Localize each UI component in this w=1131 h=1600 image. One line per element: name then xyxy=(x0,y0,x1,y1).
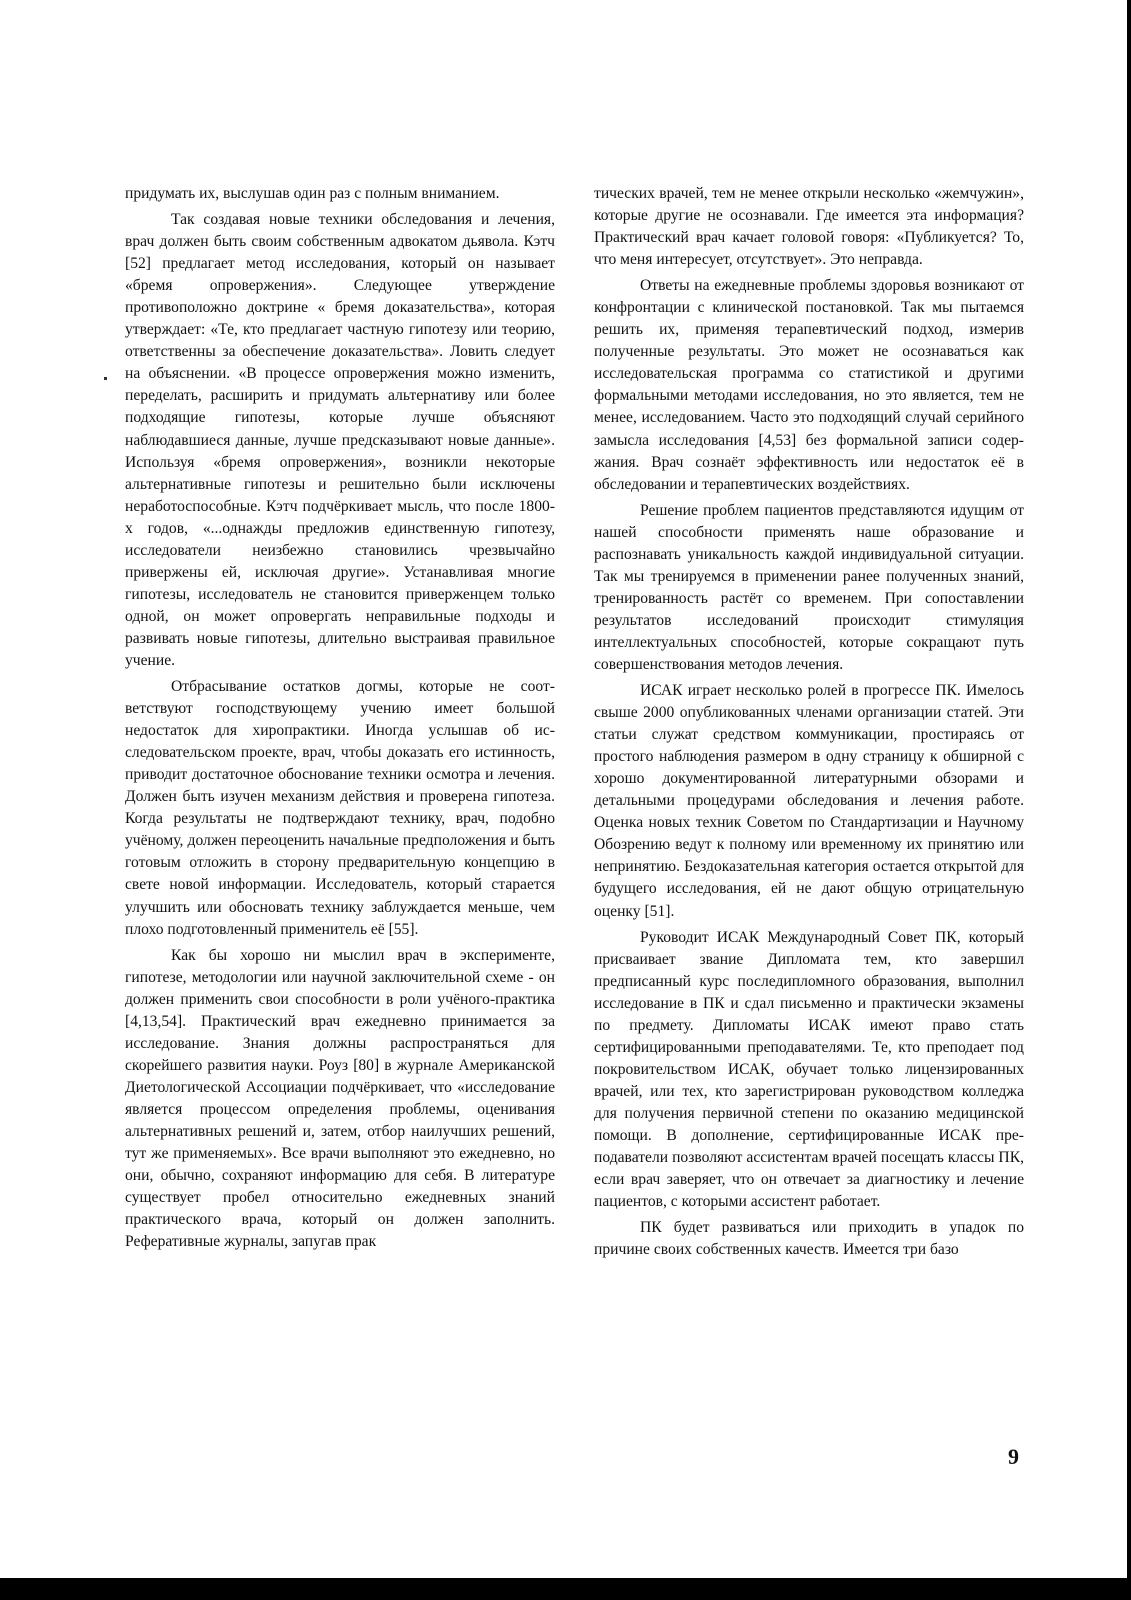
paragraph: ИСАК играет несколько ролей в прогрессе ПК. Имелось свыше 2000 опубликованных членами организации статей. Эти статьи служат средством коммуникации, простираясь от простого наблюдения размером в одну страницу к обширной с хорошо документированной литературными обзорами и детальными процедурами обследования и лечения работе. Оценка новых техник Советом по Стандартизации и Научному Обозрению ведут к полному или временному их принятию или непринятию. Бездоказательная категория остается открытой для будущего исследования, ей не дают общую отрицательную оценку [51]. xyxy=(594,682,1024,920)
scan-edge-bottom xyxy=(0,1578,1131,1600)
paragraph: Отбрасывание остатков догмы, которые не соответствуют господствующему учению имеет большой недостаток для хиропрактики. Иногда услышав об исследовательском проекте, врач, чтобы доказать его истинность, приводит достаточное обоснование техники осмотра и лечения. Должен быть изучен механизм действия и проверена гипотеза. Когда результаты не подтверждают технику, врач, подобно учёному, должен переоценить начальные предположения и быть готовым отложить в сторону предварительную концепцию в свете новой информации. Исследователь, который старается улучшить или обосновать технику заблуждается меньше, чем плохо подготовленный применитель её [55]. xyxy=(125,678,555,938)
paragraph: Как бы хорошо ни мыслил врач в эксперименте, гипотезе, методологии или научной заключительной схеме - он должен применить свои способности в роли учёного-практика [4,13,54]. Практический врач ежедневно принимается за исследование. Знания должны распространяться для скорейшего развития науки. Роуз [80] в журнале Американской Диетологической Ассоциации подчёркивает, что «исследование является процессом определения проблемы, оценивания альтернативных решений и, затем, отбор наилучших решений, тут же применяемых». Все врачи выполняют это ежедневно, но они, обычно, сохраняют информацию для себя. В литературе существует пробел относительно ежедневных знаний практического врача, который он должен заполнить. Реферативные журналы, запугав прак xyxy=(125,946,555,1251)
paragraph: Руководит ИСАК Международный Совет ПК, который присваивает звание Дипломата тем, кто завершил предписанный курс последипломного образования, выполнил исследование в ПК и сдал письменно и практически экзамены по предмету. Дипломаты ИСАК имеют право стать сертифицированными преподавателями. Те, кто преподает под покровительством ИСАК, обучает только лицензированных врачей, или тех, кто зарегистрирован руководством колледжа для получения первичной степени по оказанию медицинской помощи. В дополнение, сертифицированные ИСАК преподаватели позволяют ассистентам врачей посещать классы ПК, если врач заверяет, что он отвечает за диагностику и лечение пациентов, с которыми ассистент работает. xyxy=(594,928,1024,1211)
paragraph: Решение проблем пациентов представляются идущим от нашей способности применять наше образование и распознавать уникальность каждой индивидуальной ситуации. Так мы тренируемся в применении ранее полученных знаний, тренированность растёт со временем. При сопоставлении результатов исследований происходит стимуляция интеллектуальных способностей, которые сокращают путь совершенствования методов лечения. xyxy=(594,501,1024,673)
right-text-column xyxy=(594,183,1024,1265)
paragraph: Так создавая новые техники обследования и лечения, врач должен быть своим собственным адвокатом дьявола. Кэтч [52] предлагает метод исследования, который он называет «бремя опровержения». Следующее утверждение противоположно доктрине « бремя доказательства», которая утверждает: «Те, кто предлагает частную гипотезу или теорию, ответственны за обеспечение доказательства». Ловить следует на объяснении. «В процессе опровержения можно изменить, переделать, расширить и придумать альтернативу или более подходящие гипотезы, которые лучше объясняют наблюдавшиеся данные, лучше предсказывают новые данные». Используя «бремя опровержения», возникли некоторые альтернативные гипотезы и решительно были исключены неработоспособные. Кэтч подчёркивает мысль, что после 1800-х годов, «...однажды предложив единственную гипотезу, исследователи неизбежно становились чрезвычайно привержены ей, исключая другие». Устанавливая многие гипотезы, исследователь не становится приверженцем только одной, он может опровергать неправильные подходы и развивать новые гипотезы, длительно выстраивая правильное учение. xyxy=(125,211,555,669)
paragraph: ПК будет развиваться или приходить в упадок по причине своих собственных качеств. Имеется три базо xyxy=(594,1219,1024,1259)
margin-tick-mark xyxy=(104,377,107,380)
paragraph-continued: тических врачей, тем не менее открыли несколько «жемчужин», которые другие не осознавали. Где имеется эта информация? Практический врач качает головой говоря: «Публикуется? То, что меня интересует, отсутствует». Это неправда. xyxy=(594,185,1024,269)
scan-edge-right xyxy=(1127,0,1131,1578)
left-text-column xyxy=(125,183,555,1257)
paragraph-continued: придумать их, выслушав один раз с полным вниманием. xyxy=(125,185,500,202)
paragraph: Ответы на ежедневные проблемы здоровья возникают от конфронтации с клинической постановкой. Так мы пытаемся решить их, применяя терапевтический подход, измерив полученные результаты. Это может не осознаваться как исследовательская программа со статистикой и другими формальными методами исследования, но это является, тем не менее, исследованием. Часто это подходящий случай серийного замысла исследования [4,53] без формальной записи содержания. Врач сознаёт эффективность или недостаток её в обследовании и терапевтических воздействиях. xyxy=(594,277,1024,493)
page-number: 9 xyxy=(1008,1444,1019,1469)
